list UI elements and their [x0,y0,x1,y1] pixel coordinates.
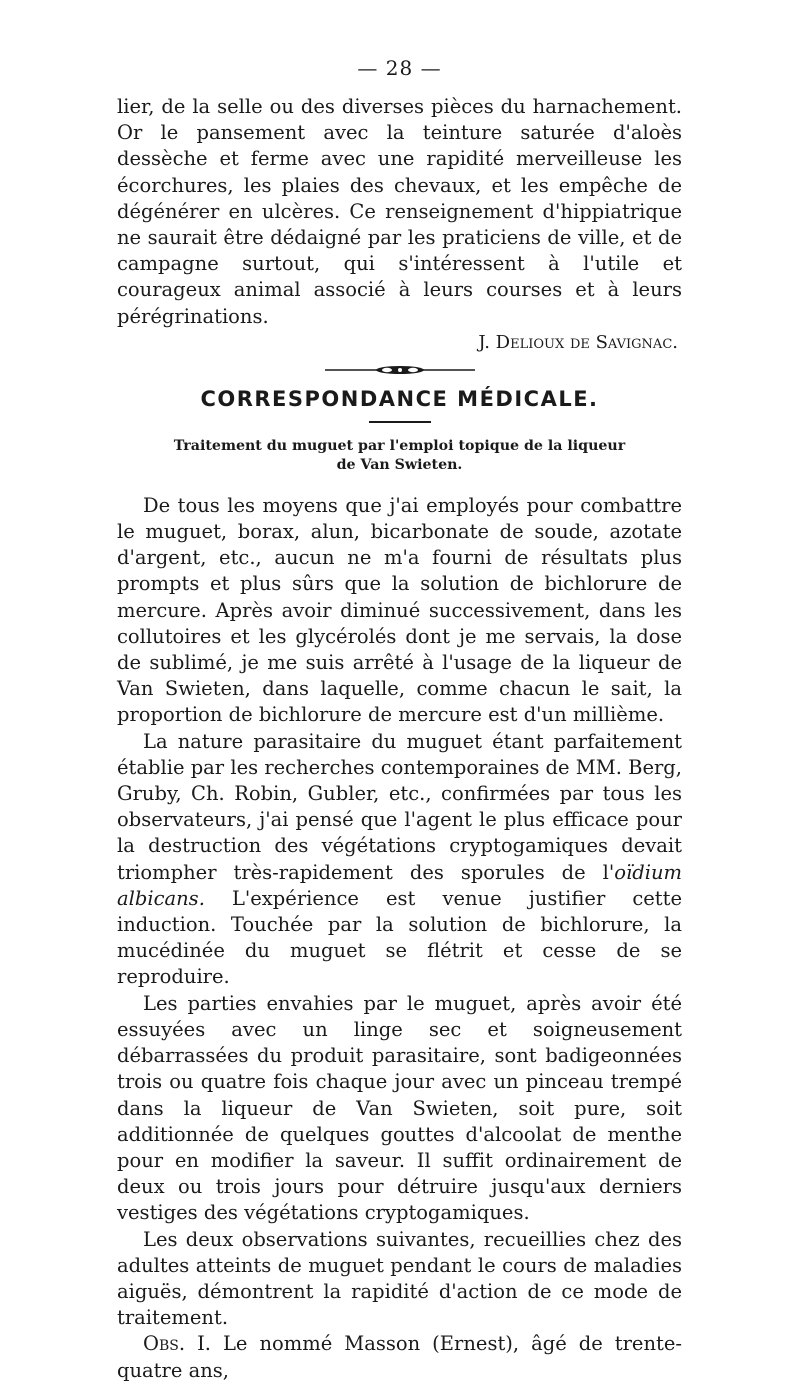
paragraph-3: Les parties envahies par le muguet, après avoir été essuyées avec un linge sec et soigneusement débarrassées du produit parasitaire, sont badigeonnées trois ou quatre fois chaque jour avec un pinceau trempé dans la liqueur de Van Swieten, soit pure, soit additionnée de quelques gouttes d'alcoolat de menthe pour en modifier la saveur. Il suffit ordinairement de deux ou trois jours pour détruire jusqu'aux derniers vestiges des végétations cryptogamiques. [117,991,682,1225]
author-signature: J. Delioux de Savignac. [478,331,678,353]
paragraph-2 [117,729,682,991]
ornament-icon [325,365,475,375]
heading-rule [369,421,431,423]
section-heading: CORRESPONDANCE MÉDICALE. [200,386,599,411]
paragraph-5 [117,1331,682,1383]
subheading-line-1: Traitement du muguet par l'emploi topique de la liqueur [173,437,626,454]
paragraph-1: De tous les moyens que j'ai employés pour combattre le muguet, borax, alun, bicarbonate de soude, azotate d'argent, etc., aucun ne m'a fourni de résultats plus prompts et plus sûrs que la solution de bichlorure de mercure. Après avoir diminué successivement, dans les collutoires et les glycérolés dont je me servais, la dose de sublimé, je me suis arrêté à l'usage de la liqueur de Van Swieten, dans laquelle, comme chacun le sait, la proportion de bichlorure de mercure est d'un millième. [117,493,682,727]
subheading-line-2: de Van Swieten. [336,456,463,473]
paragraph-2-italic: oïdium albicans. [117,860,682,910]
paragraph-4: Les deux observations suivantes, recueillies chez des adultes atteints de muguet pendant le cours de maladies aiguës, démontrent la rapidité d'action de ce mode de traitement. [117,1227,682,1330]
intro-paragraph: lier, de la selle ou des diverses pièces du harnachement. Or le pansement avec la teinture saturée d'aloès dessèche et ferme avec une rapidité merveilleuse les écorchures, les plaies des chevaux, et les empêche de dégénérer en ulcères. Ce renseignement d'hippiatrique ne saurait être dédaigné par les praticiens de ville, et de campagne surtout, qui s'intéressent à l'utile et courageux animal associé à leurs courses et à leurs pérégrinations. [117,95,682,328]
paragraph-5-text: Le nommé Masson (Ernest), âgé de trente-quatre ans, [117,1332,682,1382]
article-subheading [127,437,672,475]
ornament-divider [117,365,682,375]
page-number: — 28 — [357,56,442,80]
page [117,56,682,1384]
observation-label: Obs. I. [143,1332,211,1356]
paragraph-2-text-b: L'expérience est venue justifier cette induction. Touchée par la solution de bichlorure, la mucédinée du muguet se flétrit et cesse de se reproduire. [117,886,682,989]
paragraph-2-text-a: La nature parasitaire du muguet étant parfaitement établie par les recherches contemporaines de MM. Berg, Gruby, Ch. Robin, Gubler, etc., confirmées par tous les observateurs, j'ai pensé que l'agent le plus efficace pour la destruction des végétations cryptogamiques devait triompher très-rapidement des sporules de l' [117,729,682,884]
